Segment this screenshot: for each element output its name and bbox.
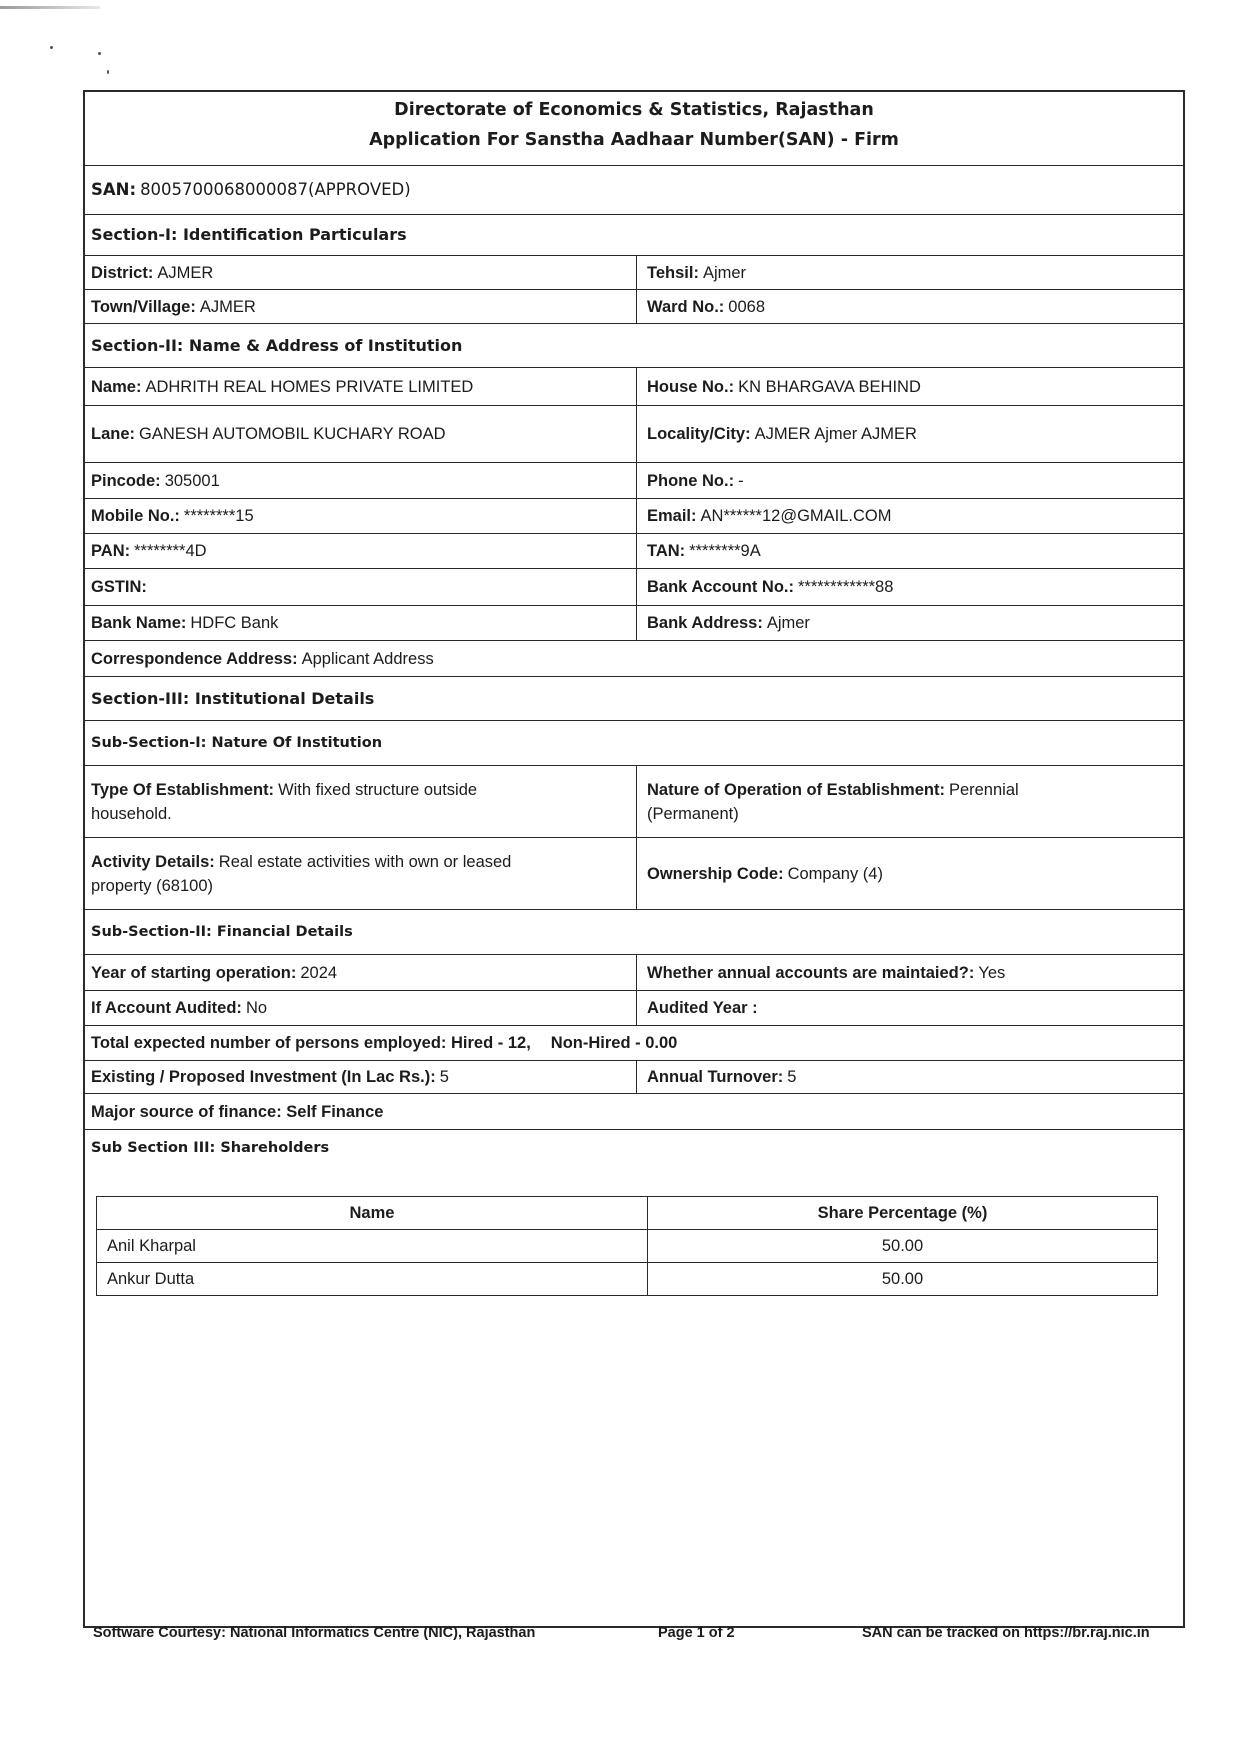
investment-turnover-row bbox=[85, 1061, 1183, 1094]
san-label: SAN: bbox=[91, 180, 137, 199]
footer-courtesy: Software Courtesy: National Informatics Centre (NIC), Rajasthan bbox=[93, 1625, 536, 1641]
tehsil-cell: Tehsil: Ajmer bbox=[647, 263, 747, 282]
gstin-cell: GSTIN: bbox=[85, 569, 637, 605]
subsection-3-heading: Sub Section III: Shareholders bbox=[91, 1140, 330, 1156]
town-cell: Town/Village: AJMER bbox=[85, 290, 637, 323]
table-row bbox=[97, 1230, 1158, 1263]
lane-locality-row bbox=[85, 406, 1183, 463]
shareholders-table bbox=[96, 1196, 1158, 1296]
year-accounts-row bbox=[85, 955, 1183, 991]
mobile-cell: Mobile No.: ********15 bbox=[85, 499, 637, 533]
san-application-form bbox=[83, 90, 1185, 1628]
scan-speck bbox=[98, 52, 101, 55]
investment-cell: Existing / Proposed Investment (In Lac Rs.): 5 bbox=[85, 1061, 637, 1093]
establishment-row bbox=[85, 766, 1183, 838]
activity-cell: Activity Details: Real estate activities with own or leased property (68100) bbox=[85, 838, 637, 909]
persons-employed-cell: Total expected number of persons employed: Hired - 12, Non-Hired - 0.00 bbox=[91, 1034, 678, 1052]
audited-cell: If Account Audited: No bbox=[85, 991, 637, 1025]
establishment-type-cell: Type Of Establishment: With fixed structure outside household. bbox=[85, 766, 637, 837]
section-3-heading: Section-III: Institutional Details bbox=[85, 677, 1183, 721]
persons-employed-row bbox=[85, 1026, 1183, 1061]
email-cell: Email: AN******12@GMAIL.COM bbox=[647, 507, 892, 525]
name-cell: Name: ADHRITH REAL HOMES PRIVATE LIMITED bbox=[85, 368, 637, 405]
tan-cell: TAN: ********9A bbox=[647, 542, 761, 560]
year-start-cell: Year of starting operation: 2024 bbox=[85, 955, 637, 990]
pan-cell: PAN: ********4D bbox=[85, 534, 637, 568]
nature-operation-cell: Nature of Operation of Establishment: Perennial (Permanent) bbox=[647, 780, 1019, 823]
pincode-phone-row bbox=[85, 463, 1183, 499]
house-cell: House No.: KN BHARGAVA BEHIND bbox=[647, 377, 921, 396]
bank-account-cell: Bank Account No.: ************88 bbox=[647, 578, 894, 596]
district-cell: District: AJMER bbox=[85, 256, 637, 289]
pincode-cell: Pincode: 305001 bbox=[85, 463, 637, 498]
locality-cell: Locality/City: AJMER Ajmer AJMER bbox=[647, 425, 917, 443]
audit-row bbox=[85, 991, 1183, 1026]
shareholder-name: Anil Kharpal bbox=[97, 1230, 648, 1263]
form-header bbox=[85, 92, 1183, 166]
pan-tan-row bbox=[85, 534, 1183, 569]
gstin-bank-account-row bbox=[85, 569, 1183, 606]
correspondence-row bbox=[85, 641, 1183, 677]
turnover-cell: Annual Turnover: 5 bbox=[647, 1068, 797, 1086]
bank-address-cell: Bank Address: Ajmer bbox=[647, 614, 810, 632]
san-row bbox=[85, 166, 1183, 215]
activity-ownership-row bbox=[85, 838, 1183, 910]
lane-cell: Lane: GANESH AUTOMOBIL KUCHARY ROAD bbox=[85, 406, 637, 462]
correspondence-cell: Correspondence Address: Applicant Address bbox=[91, 649, 434, 668]
section-1-heading: Section-I: Identification Particulars bbox=[85, 215, 1183, 256]
table-row bbox=[97, 1263, 1158, 1296]
bank-name-cell: Bank Name: HDFC Bank bbox=[85, 606, 637, 640]
finance-source-row bbox=[85, 1094, 1183, 1130]
shareholder-share: 50.00 bbox=[648, 1230, 1158, 1263]
footer-page-number: Page 1 of 2 bbox=[658, 1625, 735, 1641]
shareholder-share: 50.00 bbox=[648, 1263, 1158, 1296]
shareholders-header-row bbox=[97, 1197, 1158, 1230]
column-header-name: Name bbox=[97, 1197, 648, 1230]
subsection-1-heading: Sub-Section-I: Nature Of Institution bbox=[85, 721, 1183, 766]
subsection-2-heading: Sub-Section-II: Financial Details bbox=[85, 910, 1183, 955]
ownership-cell: Ownership Code: Company (4) bbox=[647, 864, 883, 883]
annual-accounts-cell: Whether annual accounts are maintaied?: Yes bbox=[647, 963, 1006, 982]
san-value: 8005700068000087(APPROVED) bbox=[140, 180, 411, 199]
section-2-heading: Section-II: Name & Address of Institution bbox=[85, 324, 1183, 368]
column-header-share: Share Percentage (%) bbox=[648, 1197, 1158, 1230]
footer-tracking: SAN can be tracked on https://br.raj.nic.in bbox=[862, 1625, 1150, 1641]
town-ward-row bbox=[85, 290, 1183, 324]
mobile-email-row bbox=[85, 499, 1183, 534]
finance-source-cell: Major source of finance: Self Finance bbox=[91, 1102, 384, 1121]
shareholder-name: Ankur Dutta bbox=[97, 1263, 648, 1296]
district-tehsil-row bbox=[85, 256, 1183, 290]
name-house-row bbox=[85, 368, 1183, 406]
form-subtitle: Application For Sanstha Aadhaar Number(SAN) - Firm bbox=[369, 130, 899, 150]
ward-cell: Ward No.: 0068 bbox=[647, 297, 766, 316]
scan-speck bbox=[50, 46, 53, 49]
scan-speck bbox=[107, 70, 109, 74]
form-title: Directorate of Economics & Statistics, Rajasthan bbox=[394, 100, 874, 120]
scan-artifact-line bbox=[0, 6, 100, 9]
phone-cell: Phone No.: - bbox=[647, 471, 744, 490]
bank-name-address-row bbox=[85, 606, 1183, 641]
audited-year-cell: Audited Year : bbox=[647, 999, 758, 1017]
